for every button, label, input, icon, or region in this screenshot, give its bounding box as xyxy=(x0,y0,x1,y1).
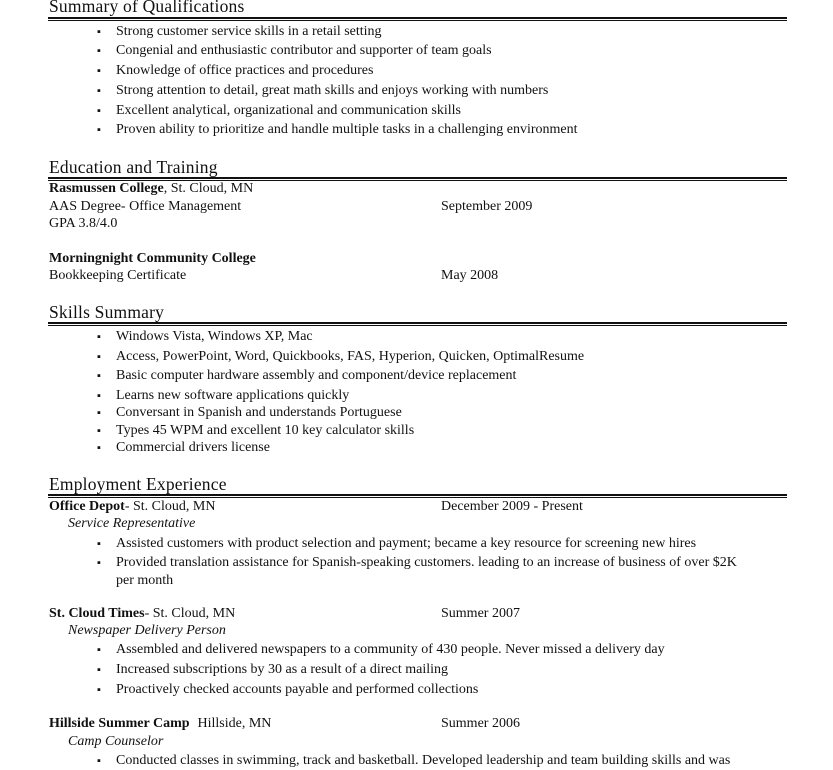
bullet-icon: ▪ xyxy=(97,370,101,382)
list-item-text: Assisted customers with product selection and payment; became a key resource for screening new hires xyxy=(116,536,697,551)
school-name: Morningnight Community College xyxy=(49,251,256,266)
bullet-icon: ▪ xyxy=(97,644,101,656)
bullet-icon: ▪ xyxy=(97,538,101,550)
bullet-icon: ▪ xyxy=(97,557,101,569)
school-location: , St. Cloud, MN xyxy=(163,181,254,196)
list-item-text: Learns new software applications quickly xyxy=(116,388,350,403)
list-item-text: Access, PowerPoint, Word, Quickbooks, FAS, Hyperion, Quicken, OptimalResume xyxy=(116,349,585,364)
list-item-text: Proactively checked accounts payable and performed collections xyxy=(116,682,479,697)
skills-rule xyxy=(48,322,787,326)
bullet-icon: ▪ xyxy=(97,85,101,97)
degree-date: September 2009 xyxy=(441,199,533,214)
qualifications-heading: Summary of Qualifications xyxy=(49,0,245,16)
employer-location: - St. Cloud, MN xyxy=(144,606,236,621)
employment-heading: Employment Experience xyxy=(49,474,227,494)
list-item-text: Conversant in Spanish and understands Portuguese xyxy=(116,405,402,420)
list-item-text: Conducted classes in swimming, track and basketball. Developed leadership and team building skills and was xyxy=(116,753,731,768)
list-item-text: Assembled and delivered newspapers to a community of 430 people. Never missed a delivery day xyxy=(116,642,665,657)
job-date: Summer 2006 xyxy=(441,716,520,731)
gpa: GPA 3.8/4.0 xyxy=(49,216,118,231)
list-item-text: Provided translation assistance for Spanish-speaking customers. leading to an increase of business of over $2K xyxy=(116,555,737,570)
qualifications-rule xyxy=(48,17,787,21)
list-item-text: Commercial drivers license xyxy=(116,440,270,455)
employer-name: St. Cloud Times xyxy=(49,606,145,621)
bullet-icon: ▪ xyxy=(97,331,101,343)
bullet-icon: ▪ xyxy=(97,664,101,676)
job-date: December 2009 - Present xyxy=(441,499,583,514)
list-item-text: Types 45 WPM and excellent 10 key calculator skills xyxy=(116,423,415,438)
list-item-text: Windows Vista, Windows XP, Mac xyxy=(116,329,313,344)
bullet-icon: ▪ xyxy=(97,105,101,117)
job-position: Service Representative xyxy=(68,516,196,531)
list-item-text: Strong customer service skills in a retail setting xyxy=(116,24,382,39)
bullet-icon: ▪ xyxy=(97,755,101,767)
employer-line xyxy=(49,498,215,516)
list-item-text-continued: per month xyxy=(116,573,174,588)
employer-line xyxy=(49,605,235,623)
bullet-icon: ▪ xyxy=(97,407,101,419)
bullet-icon: ▪ xyxy=(97,45,101,57)
list-item-text: Proven ability to prioritize and handle multiple tasks in a challenging environment xyxy=(116,122,578,137)
employer-name: Hillside Summer Camp xyxy=(49,716,190,731)
education-heading: Education and Training xyxy=(49,157,218,177)
bullet-icon: ▪ xyxy=(97,425,101,437)
bullet-icon: ▪ xyxy=(97,351,101,363)
bullet-icon: ▪ xyxy=(97,26,101,38)
list-item-text: Knowledge of office practices and procedures xyxy=(116,63,374,78)
job-date: Summer 2007 xyxy=(441,606,520,621)
list-item-text: Basic computer hardware assembly and component/device replacement xyxy=(116,368,517,383)
job-position: Newspaper Delivery Person xyxy=(68,623,226,638)
employer-location: - St. Cloud, MN xyxy=(124,499,216,514)
school-line xyxy=(49,180,253,198)
job-position: Camp Counselor xyxy=(68,734,164,749)
bullet-icon: ▪ xyxy=(97,684,101,696)
degree: Bookkeeping Certificate xyxy=(49,268,187,283)
list-item-text: Congenial and enthusiastic contributor and supporter of team goals xyxy=(116,43,492,58)
list-item-text: Increased subscriptions by 30 as a result of a direct mailing xyxy=(116,662,449,677)
employer-location: Hillside, MN xyxy=(197,716,272,731)
degree-date: May 2008 xyxy=(441,268,499,283)
bullet-icon: ▪ xyxy=(97,390,101,402)
employer-name: Office Depot xyxy=(49,499,125,514)
degree: AAS Degree- Office Management xyxy=(49,199,242,214)
list-item-text: Excellent analytical, organizational and communication skills xyxy=(116,103,461,118)
bullet-icon: ▪ xyxy=(97,124,101,136)
employer-line xyxy=(49,715,271,733)
skills-heading: Skills Summary xyxy=(49,302,165,322)
bullet-icon: ▪ xyxy=(97,65,101,77)
bullet-icon: ▪ xyxy=(97,442,101,454)
school-name: Rasmussen College xyxy=(49,181,164,196)
list-item-text: Strong attention to detail, great math skills and enjoys working with numbers xyxy=(116,83,549,98)
